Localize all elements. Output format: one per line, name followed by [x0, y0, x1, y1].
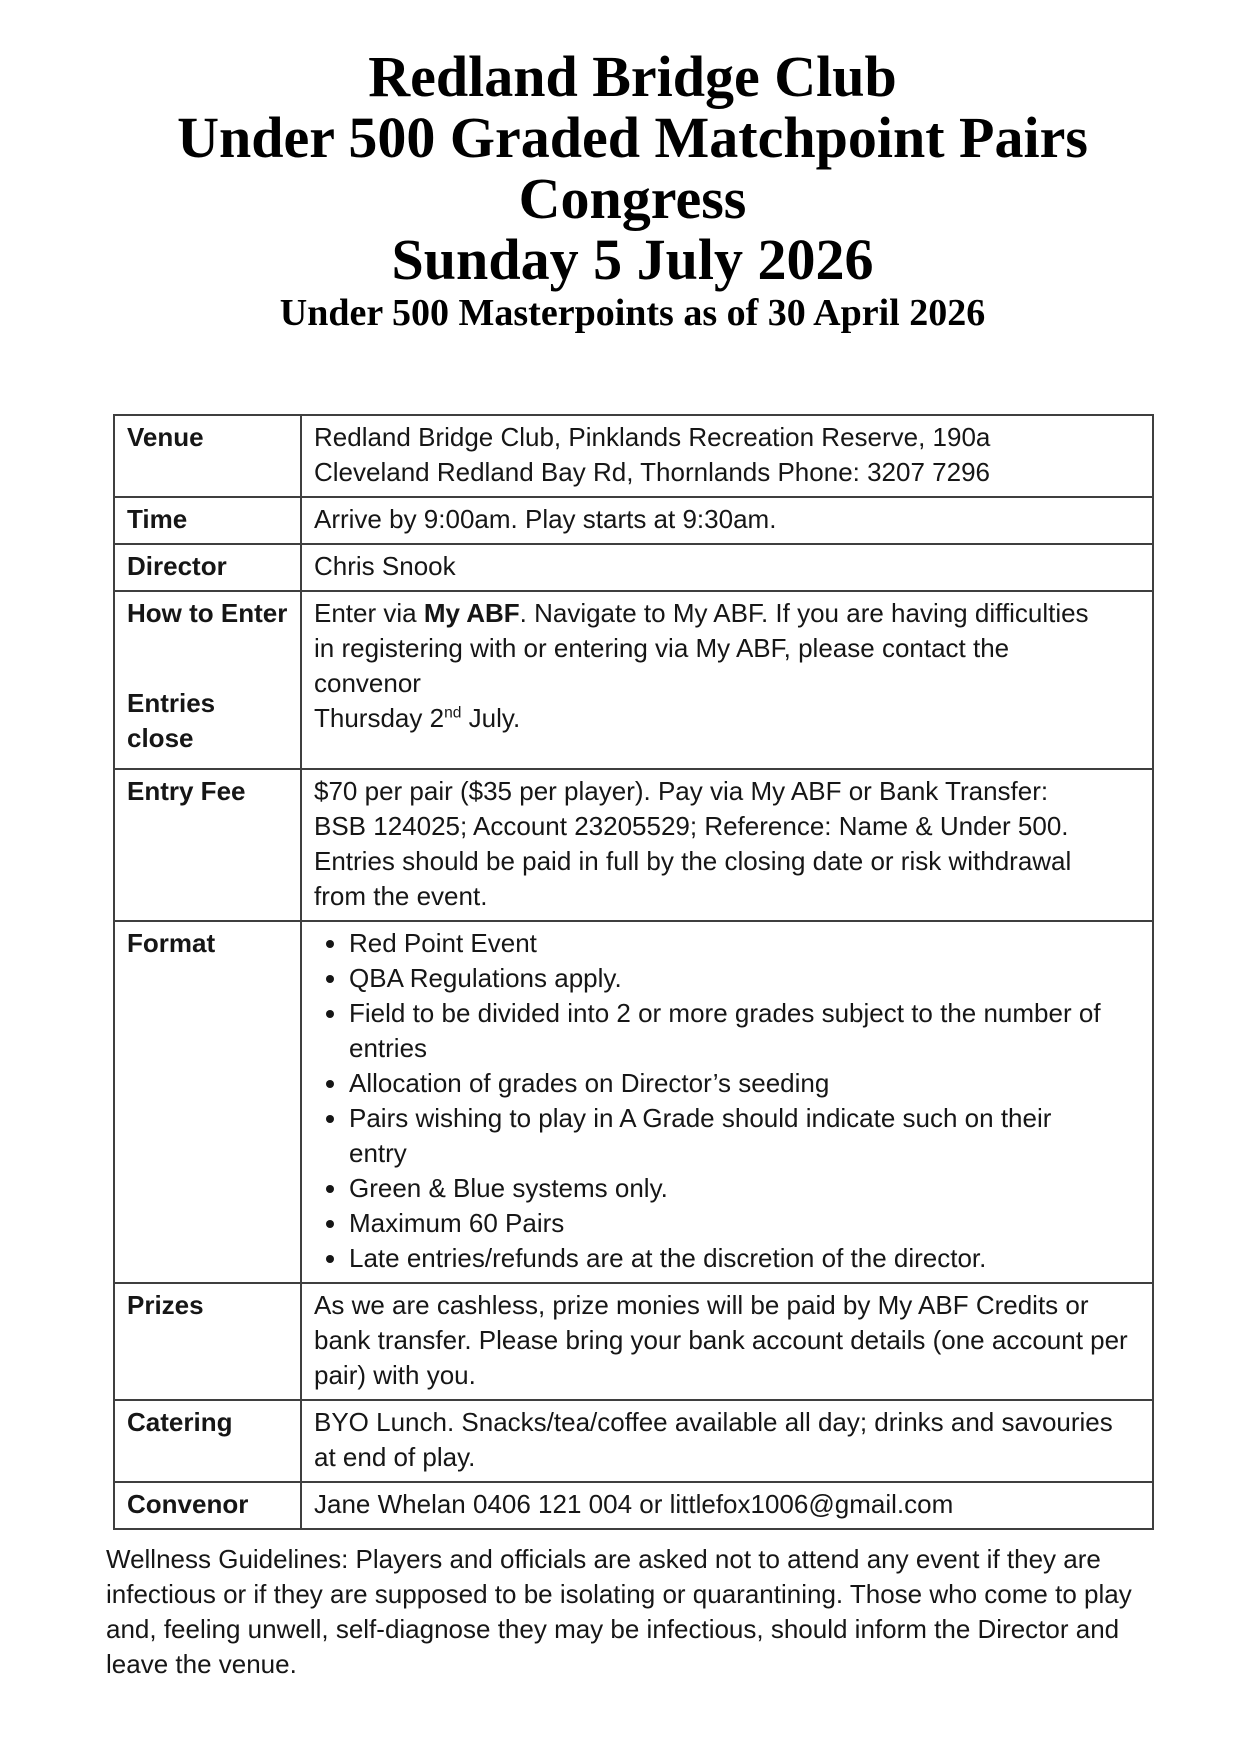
venue-cell	[301, 415, 1153, 497]
wellness-guidelines-note: Wellness Guidelines: Players and officials are asked not to attend any event if they are infectious or if they are supposed to be isolating or quarantining. Those who come to play and, feeling unwell, self-diagnose they may be infectious, should inform the Director and leave the venue.	[106, 1544, 1132, 1679]
table-row-director	[114, 544, 1153, 591]
table-row-venue	[114, 415, 1153, 497]
format-bullet: • Pairs wishing to play in A Grade should indicate such on their entry	[349, 1101, 1109, 1171]
director-cell	[301, 544, 1153, 591]
how-to-enter-cell	[301, 591, 1153, 769]
entry-fee-cell	[301, 769, 1153, 921]
catering-label: Catering	[114, 1400, 301, 1482]
prizes-cell	[301, 1283, 1153, 1400]
event-title-line-club: Redland Bridge Club	[368, 44, 897, 109]
format-cell	[301, 921, 1153, 1283]
format-bullet: • Allocation of grades on Director’s seeding	[349, 1066, 1109, 1101]
prizes-value: As we are cashless, prize monies will be paid by My ABF Credits or bank transfer. Please bring your bank account details (one account per pair) with you.	[314, 1290, 1128, 1390]
catering-cell	[301, 1400, 1153, 1482]
event-title-line-date: Sunday 5 July 2026	[391, 227, 874, 292]
venue-label: Venue	[114, 415, 301, 497]
prizes-label: Prizes	[114, 1283, 301, 1400]
time-value: Arrive by 9:00am. Play starts at 9:30am.	[314, 504, 777, 534]
format-bullet: • Maximum 60 Pairs	[349, 1206, 1109, 1241]
how-to-enter-value	[314, 596, 1114, 701]
table-row-how-to-enter	[114, 591, 1153, 769]
ordinal-superscript: nd	[444, 704, 462, 722]
director-value: Chris Snook	[314, 551, 456, 581]
table-row-convenor	[114, 1482, 1153, 1529]
convenor-value: Jane Whelan 0406 121 004 or littlefox1006@gmail.com	[314, 1489, 954, 1519]
format-bullet: • QBA Regulations apply.	[349, 961, 1109, 996]
venue-value: Redland Bridge Club, Pinklands Recreation Reserve, 190a Cleveland Redland Bay Rd, Thornlands Phone: 3207 7296	[314, 422, 991, 487]
time-cell	[301, 497, 1153, 544]
event-details-table	[113, 414, 1154, 1530]
my-abf-bold-text: My ABF	[423, 598, 520, 628]
event-title-line-congress: Congress	[518, 166, 747, 231]
how-to-enter-label-cell	[114, 591, 301, 769]
table-row-time	[114, 497, 1153, 544]
format-bullet: • Late entries/refunds are at the discretion of the director.	[349, 1241, 1109, 1276]
eligibility-subtitle: Under 500 Masterpoints as of 30 April 2026	[279, 292, 986, 334]
table-row-entry-fee	[114, 769, 1153, 921]
entries-close-month: July.	[461, 703, 521, 733]
entries-close-day: Thursday 2	[314, 703, 445, 733]
table-row-catering	[114, 1400, 1153, 1482]
format-bullet: • Green & Blue systems only.	[349, 1171, 1109, 1206]
director-label: Director	[114, 544, 301, 591]
entries-close-label: Entries close	[127, 688, 216, 753]
catering-value: BYO Lunch. Snacks/tea/coffee available all day; drinks and savouries at end of play.	[314, 1407, 1113, 1472]
event-title-line-event: Under 500 Graded Matchpoint Pairs	[177, 105, 1088, 170]
flyer-content	[106, 0, 1152, 1682]
enter-text-rest: . Navigate to My ABF. If you are having difficulties in registering with or entering via My ABF, please contact the convenor	[314, 598, 1089, 698]
format-bullet: • Field to be divided into 2 or more grades subject to the number of entries	[349, 996, 1109, 1066]
entry-fee-label: Entry Fee	[114, 769, 301, 921]
entries-close-value	[314, 701, 1140, 736]
flyer-header	[113, 46, 1152, 336]
convenor-cell	[301, 1482, 1153, 1529]
format-bullet: • Red Point Event	[349, 926, 1109, 961]
event-title	[113, 46, 1152, 290]
table-row-prizes	[114, 1283, 1153, 1400]
enter-text-prefix: Enter via	[314, 598, 424, 628]
format-label: Format	[114, 921, 301, 1283]
time-label: Time	[114, 497, 301, 544]
table-row-format	[114, 921, 1153, 1283]
entry-fee-value: $70 per pair ($35 per player). Pay via My ABF or Bank Transfer: BSB 124025; Account 23205529; Reference: Name & Under 500. Entries should be paid in full by the closing date or risk withdrawal from the event.	[314, 776, 1072, 911]
how-to-enter-label: How to Enter	[127, 598, 288, 628]
format-bullet-list	[314, 926, 1140, 1276]
convenor-label: Convenor	[114, 1482, 301, 1529]
